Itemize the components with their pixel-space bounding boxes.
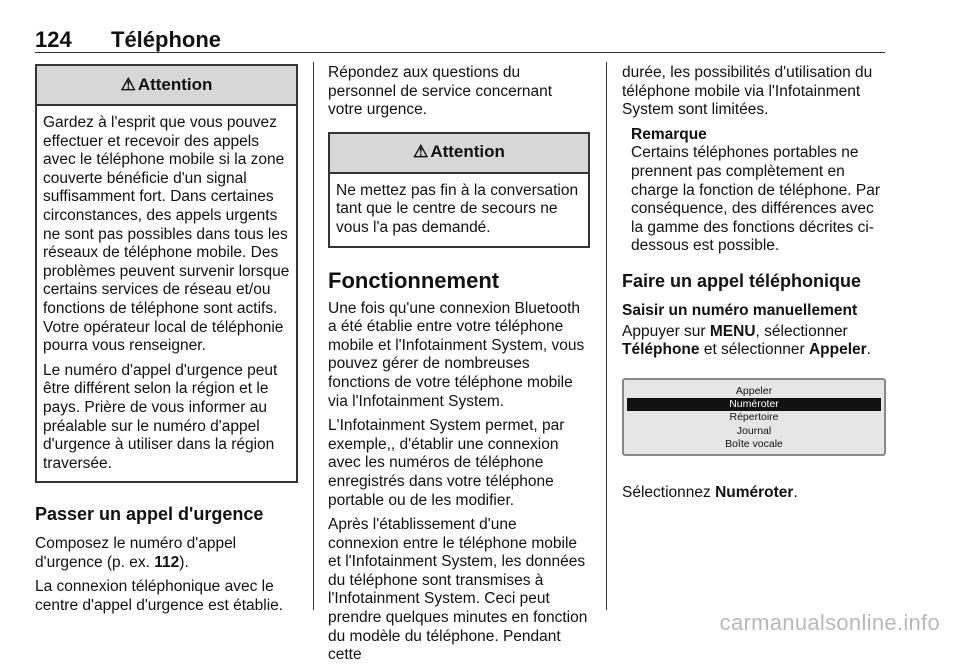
menu-item-boite-vocale[interactable]: Boîte vocale bbox=[725, 437, 783, 450]
paragraph: Répondez aux questions du personnel de service concernant votre urgence. bbox=[328, 64, 553, 119]
header-rule bbox=[35, 52, 885, 53]
paragraph: Appuyer sur MENU, sélectionner Téléphone et sélectionner Appeler. bbox=[622, 322, 871, 359]
paragraph: Une fois qu'une connexion Bluetooth a été établie entre votre téléphone mobile et l'Infotainment System, vous pouvez gérer de nombreuses fonctions de votre téléphone mobile via l'Infotainment System. bbox=[328, 299, 585, 410]
section-title: Téléphone bbox=[111, 27, 222, 52]
watermark: carmanualsonline.info bbox=[719, 610, 940, 635]
call-heading: Faire un appel téléphonique bbox=[622, 270, 862, 291]
attention-title: Attention bbox=[430, 142, 505, 162]
attention-title: Attention bbox=[137, 74, 213, 94]
attention-box-2 bbox=[328, 132, 590, 248]
operation-heading: Fonctionnement bbox=[328, 267, 500, 293]
paragraph: Composez le numéro d'appel d'urgence (p. ex. 112). bbox=[35, 535, 237, 571]
menu-item-repertoire[interactable]: Répertoire bbox=[729, 410, 779, 423]
emergency-heading: Passer un appel d'urgence bbox=[35, 504, 264, 525]
screen-title: Appeler bbox=[735, 384, 773, 397]
attention-header bbox=[330, 134, 588, 174]
note-body: Certains téléphones portables ne prennent pas complètement en charge la fonction de téléphone. Par conséquence, des différences avec la gamme des fonctions décrites ci-dessous est possible. bbox=[631, 144, 881, 255]
warning-icon: ⚠ bbox=[413, 142, 429, 162]
paragraph: L'Infotainment System permet, par exemple,, d'établir une connexion avec les numéros de téléphone enregistrés dans votre téléphone portable ou de les modifier. bbox=[328, 417, 565, 509]
menu-item-journal[interactable]: Journal bbox=[736, 424, 772, 437]
column-3 bbox=[622, 64, 886, 508]
page-header bbox=[35, 27, 885, 53]
note-title: Remarque bbox=[631, 125, 707, 143]
page-number: 124 bbox=[35, 27, 72, 52]
infotainment-screen bbox=[622, 378, 886, 456]
column-1 bbox=[35, 64, 298, 622]
attention-header bbox=[37, 66, 296, 106]
paragraph: La connexion téléphonique avec le centre d'appel d'urgence est établie. bbox=[35, 578, 284, 615]
attention-paragraph: Ne mettez pas fin à la conversation tant que le centre de secours ne vous l'a pas demandé. bbox=[336, 181, 579, 236]
paragraph: Après l'établissement d'une connexion entre le téléphone mobile et l'Infotainment System, les données du téléphone sont transmises à l'Infotainment System. Ceci peut prendre quelques minutes en fonction du modèle du téléphone. Pendant cette bbox=[328, 516, 588, 664]
attention-paragraph: Le numéro d'appel d'urgence peut être différent selon la région et le pays. Prière de vous informer au préalable sur le numéro d'appel d'urgence à utiliser dans la région traversée. bbox=[43, 361, 278, 472]
column-2 bbox=[328, 64, 590, 671]
menu-item-numeroter[interactable]: Numéroter bbox=[627, 398, 881, 411]
warning-icon: ⚠ bbox=[120, 74, 136, 94]
paragraph: durée, les possibilités d'utilisation du téléphone mobile via l'Infotainment System sont limitées. bbox=[622, 64, 873, 119]
attention-box-1 bbox=[35, 64, 298, 483]
note-block bbox=[622, 126, 886, 256]
column-divider-2 bbox=[606, 62, 607, 610]
paragraph: Sélectionnez Numéroter. bbox=[622, 483, 798, 501]
column-divider-1 bbox=[313, 62, 314, 610]
manual-number-subheading: Saisir un numéro manuellement bbox=[622, 301, 858, 319]
attention-paragraph: Gardez à l'esprit que vous pouvez effectuer et recevoir des appels avec le téléphone mobile si la zone couverte bénéficie d'un signal suffisamment fort. Dans certaines circonstances, des appels urgents ne sont pas possibles dans tous les réseaux de téléphone mobile. Des problèmes peuvent survenir lorsque certains services de réseau et/ou fonctions de téléphone sont actifs. Votre opérateur local de téléphonie pourra vous renseigner. bbox=[43, 114, 290, 355]
